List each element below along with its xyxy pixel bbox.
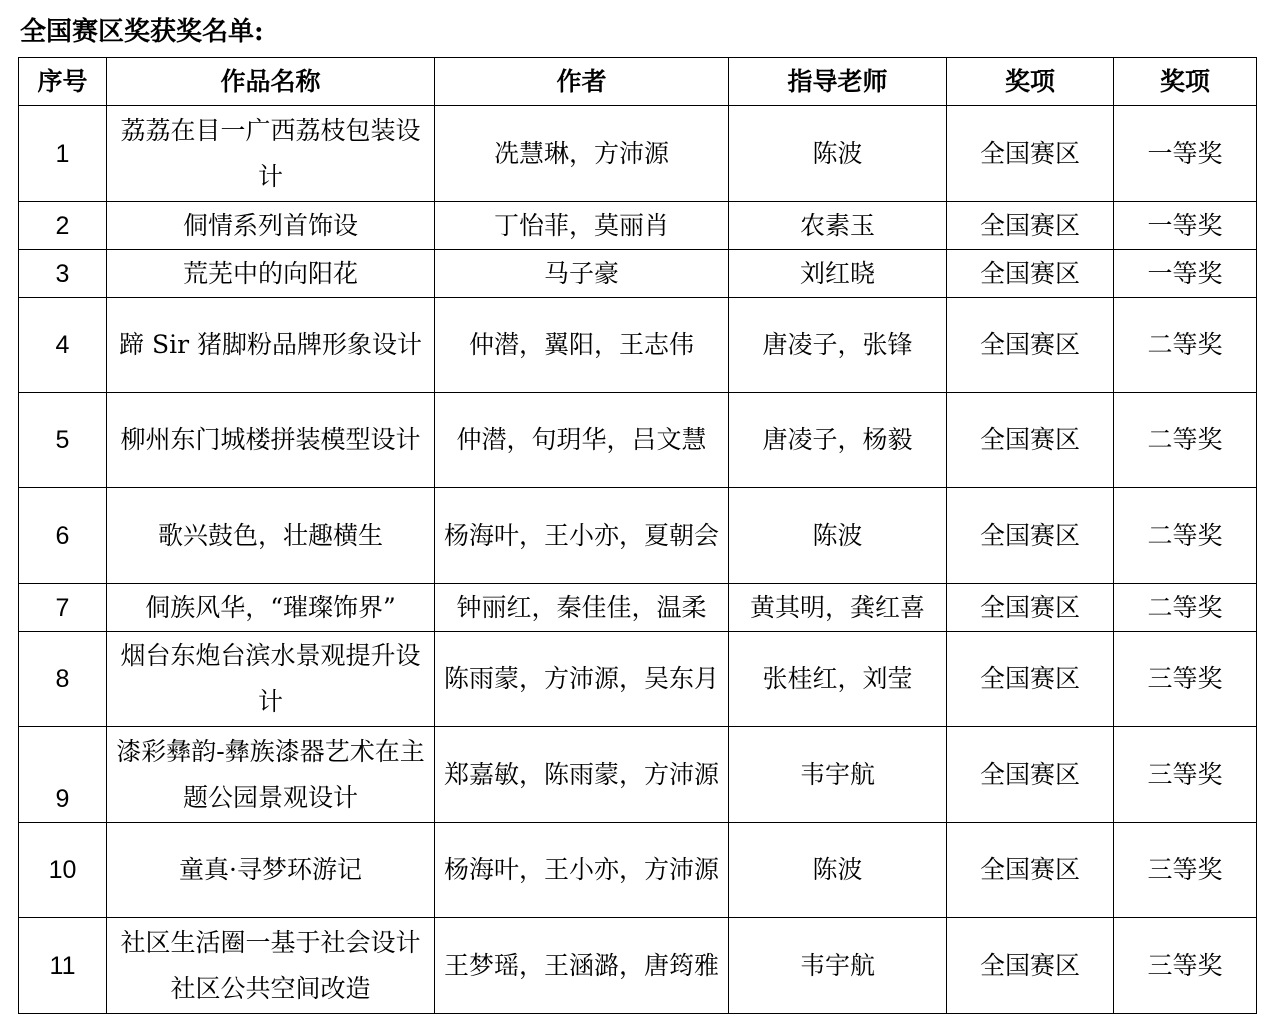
cell-work-name: 歌兴鼓色，壮趣横生 bbox=[107, 488, 435, 584]
cell-work-name: 荒芜中的向阳花 bbox=[107, 250, 435, 298]
cell-index: 7 bbox=[19, 584, 107, 632]
table-row bbox=[19, 727, 1257, 823]
cell-advisor: 陈波 bbox=[729, 488, 947, 584]
cell-award: 三等奖 bbox=[1114, 918, 1257, 1014]
cell-work-name: 漆彩彝韵-彝族漆器艺术在主题公园景观设计 bbox=[107, 727, 435, 823]
cell-advisor: 黄其明，龚红喜 bbox=[729, 584, 947, 632]
cell-authors: 仲潜，翼阳，王志伟 bbox=[435, 298, 729, 393]
header-index: 序号 bbox=[19, 58, 107, 106]
table-row bbox=[19, 918, 1257, 1014]
header-division: 奖项 bbox=[947, 58, 1114, 106]
header-advisor: 指导老师 bbox=[729, 58, 947, 106]
table-row bbox=[19, 202, 1257, 250]
cell-work-name: 柳州东门城楼拼装模型设计 bbox=[107, 393, 435, 488]
cell-work-name: 蹄 Sir 猪脚粉品牌形象设计 bbox=[107, 298, 435, 393]
cell-authors: 杨海叶，王小亦，夏朝会 bbox=[435, 488, 729, 584]
table-row bbox=[19, 488, 1257, 584]
cell-award: 二等奖 bbox=[1114, 298, 1257, 393]
cell-division: 全国赛区 bbox=[947, 727, 1114, 823]
cell-authors: 王梦瑶，王涵潞，唐筠雅 bbox=[435, 918, 729, 1014]
cell-index: 4 bbox=[19, 298, 107, 393]
table-row bbox=[19, 584, 1257, 632]
header-work-name: 作品名称 bbox=[107, 58, 435, 106]
cell-division: 全国赛区 bbox=[947, 918, 1114, 1014]
cell-index: 9 bbox=[19, 727, 107, 823]
cell-division: 全国赛区 bbox=[947, 106, 1114, 202]
cell-advisor: 韦宇航 bbox=[729, 727, 947, 823]
cell-authors: 杨海叶，王小亦，方沛源 bbox=[435, 823, 729, 918]
cell-advisor: 陈波 bbox=[729, 823, 947, 918]
cell-division: 全国赛区 bbox=[947, 632, 1114, 727]
cell-authors: 陈雨蒙，方沛源，吴东月 bbox=[435, 632, 729, 727]
table-row bbox=[19, 393, 1257, 488]
cell-division: 全国赛区 bbox=[947, 488, 1114, 584]
cell-award: 二等奖 bbox=[1114, 584, 1257, 632]
cell-authors: 冼慧琳，方沛源 bbox=[435, 106, 729, 202]
cell-award: 一等奖 bbox=[1114, 106, 1257, 202]
cell-authors: 钟丽红，秦佳佳，温柔 bbox=[435, 584, 729, 632]
cell-work-name: 社区生活圈一基于社会设计社区公共空间改造 bbox=[107, 918, 435, 1014]
table-row bbox=[19, 632, 1257, 727]
cell-award: 二等奖 bbox=[1114, 488, 1257, 584]
cell-advisor: 农素玉 bbox=[729, 202, 947, 250]
cell-index: 10 bbox=[19, 823, 107, 918]
cell-award: 一等奖 bbox=[1114, 250, 1257, 298]
cell-award: 二等奖 bbox=[1114, 393, 1257, 488]
cell-work-name: 烟台东炮台滨水景观提升设计 bbox=[107, 632, 435, 727]
cell-advisor: 唐凌子，杨毅 bbox=[729, 393, 947, 488]
awards-table bbox=[18, 57, 1257, 1014]
cell-advisor: 陈波 bbox=[729, 106, 947, 202]
cell-index: 2 bbox=[19, 202, 107, 250]
cell-authors: 仲潜，句玥华，吕文慧 bbox=[435, 393, 729, 488]
header-authors: 作者 bbox=[435, 58, 729, 106]
table-row bbox=[19, 106, 1257, 202]
cell-work-name: 侗情系列首饰设 bbox=[107, 202, 435, 250]
cell-index: 5 bbox=[19, 393, 107, 488]
cell-authors: 马子豪 bbox=[435, 250, 729, 298]
header-award: 奖项 bbox=[1114, 58, 1257, 106]
table-row bbox=[19, 298, 1257, 393]
cell-work-name: 侗族风华，“璀璨饰界” bbox=[107, 584, 435, 632]
cell-index: 8 bbox=[19, 632, 107, 727]
cell-advisor: 韦宇航 bbox=[729, 918, 947, 1014]
cell-authors: 丁怡菲，莫丽肖 bbox=[435, 202, 729, 250]
cell-award: 三等奖 bbox=[1114, 727, 1257, 823]
table-row bbox=[19, 250, 1257, 298]
cell-work-name: 荔荔在目一广西荔枝包装设计 bbox=[107, 106, 435, 202]
page-title: 全国赛区奖获奖名单: bbox=[20, 17, 264, 47]
cell-division: 全国赛区 bbox=[947, 393, 1114, 488]
cell-award: 一等奖 bbox=[1114, 202, 1257, 250]
table-header-row bbox=[19, 58, 1257, 106]
cell-index: 6 bbox=[19, 488, 107, 584]
cell-award: 三等奖 bbox=[1114, 823, 1257, 918]
cell-work-name: 童真·寻梦环游记 bbox=[107, 823, 435, 918]
cell-advisor: 张桂红，刘莹 bbox=[729, 632, 947, 727]
cell-division: 全国赛区 bbox=[947, 202, 1114, 250]
cell-award: 三等奖 bbox=[1114, 632, 1257, 727]
table-row bbox=[19, 823, 1257, 918]
cell-authors: 郑嘉敏，陈雨蒙，方沛源 bbox=[435, 727, 729, 823]
cell-index: 1 bbox=[19, 106, 107, 202]
cell-division: 全国赛区 bbox=[947, 584, 1114, 632]
cell-division: 全国赛区 bbox=[947, 250, 1114, 298]
cell-division: 全国赛区 bbox=[947, 823, 1114, 918]
cell-advisor: 唐凌子，张锋 bbox=[729, 298, 947, 393]
cell-advisor: 刘红晓 bbox=[729, 250, 947, 298]
cell-index: 3 bbox=[19, 250, 107, 298]
cell-index: 11 bbox=[19, 918, 107, 1014]
cell-division: 全国赛区 bbox=[947, 298, 1114, 393]
